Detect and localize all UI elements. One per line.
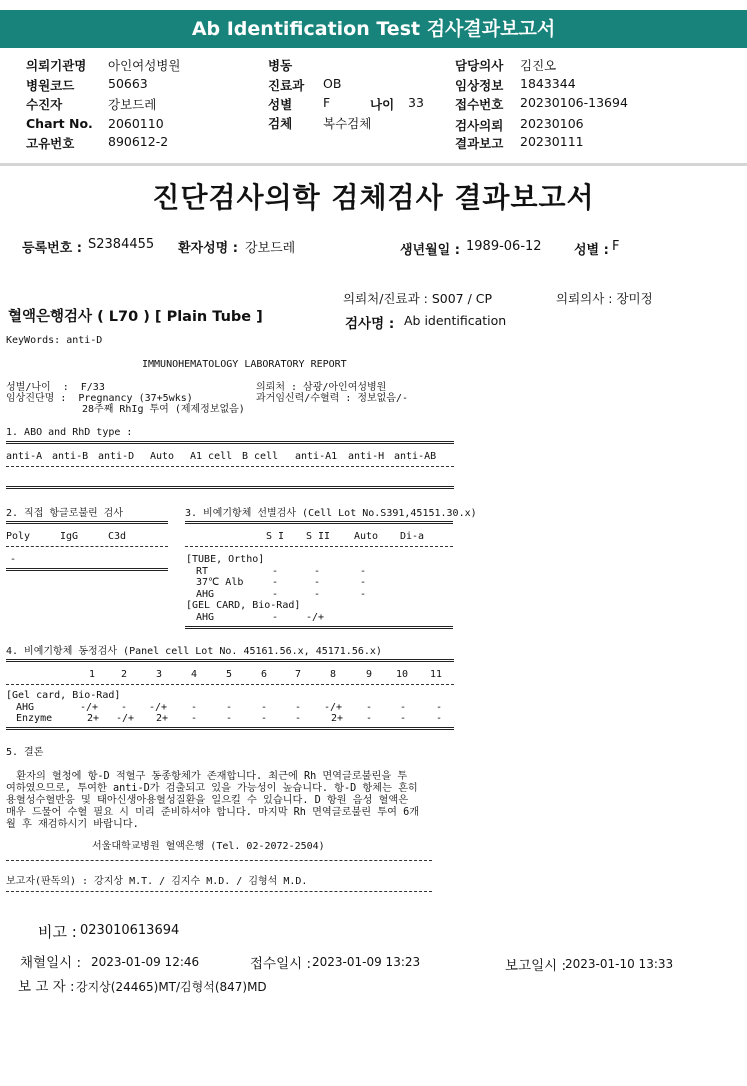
sex-age-line: 성별/나이 : F/33 <box>6 382 105 393</box>
sec4-row-label: AHG <box>16 702 35 713</box>
sec3-row-label: [GEL CARD, Bio-Rad] <box>186 600 301 611</box>
info-label: 검사의뢰 <box>455 118 504 133</box>
double-rule <box>6 521 168 524</box>
sec3-cell: - <box>272 612 279 623</box>
note-value: 023010613694 <box>80 923 180 938</box>
diagnosis-line-2: 28주째 RhIg 투여 (제제정보없음) <box>82 404 245 415</box>
sec1-header: anti-A <box>6 451 43 462</box>
sec4-cell: -/+ <box>80 702 99 713</box>
sec1-header: Auto <box>150 451 175 462</box>
sec4-cell: -/+ <box>149 702 168 713</box>
test-group: 혈액은행검사 ( L70 ) [ Plain Tube ] <box>8 309 263 325</box>
sec4-cell: - <box>436 702 443 713</box>
sec4-cell: - <box>400 713 407 724</box>
test-name-label: 검사명 : <box>345 316 395 332</box>
sec2-header: C3d <box>108 531 127 542</box>
sec3-cell: - <box>314 589 321 600</box>
sec3-header: S II <box>306 531 331 542</box>
report-label: 보고일시 : <box>505 958 567 974</box>
department: 의뢰처/진료과 : S007 / CP <box>343 291 493 306</box>
sec3-header: S I <box>266 531 285 542</box>
patient-name-label: 환자성명 : <box>178 241 238 256</box>
sec4-cell: - <box>366 713 373 724</box>
test-name: Ab identification <box>404 313 507 328</box>
dashed-rule <box>6 891 432 892</box>
sec4-header: 5 <box>226 669 233 680</box>
receive-time: 2023-01-09 13:23 <box>312 955 421 969</box>
sec1-header: B cell <box>242 451 279 462</box>
sec2-header: IgG <box>60 531 79 542</box>
sec4-header: 3 <box>156 669 163 680</box>
collect-time: 2023-01-09 12:46 <box>91 955 200 969</box>
double-rule <box>6 486 454 489</box>
sec1-header: anti-B <box>52 451 89 462</box>
sec4-cell: - <box>191 702 198 713</box>
sec4-header: 10 <box>396 669 409 680</box>
info-value: 890612-2 <box>108 134 169 149</box>
info-label: 나이 <box>370 97 395 112</box>
collect-label: 채혈일시 : <box>20 955 82 971</box>
sec3-row-label: AHG <box>196 612 215 623</box>
receive-label: 접수일시 : <box>250 956 312 972</box>
info-value: 김진오 <box>520 58 557 73</box>
sec4-header: 11 <box>430 669 443 680</box>
sec3-header: Auto <box>354 531 379 542</box>
section-4-title: 4. 비예기항체 동정검사 (Panel cell Lot No. 45161.56.x, 45171.56.x) <box>6 646 382 657</box>
sec3-row-label: RT <box>196 566 209 577</box>
report-time: 2023-01-10 13:33 <box>565 957 674 971</box>
lab-report-title: IMMUNOHEMATOLOGY LABORATORY REPORT <box>142 359 347 370</box>
info-label: 고유번호 <box>26 136 75 151</box>
sec1-header: anti-A1 <box>295 451 338 462</box>
section-3-title: 3. 비예기항체 선별검사 (Cell Lot No.S391,45151.30.x) <box>185 508 477 519</box>
dashed-rule <box>6 466 454 467</box>
sec3-row-label: 37℃ Alb <box>196 577 244 588</box>
sec3-row-label: AHG <box>196 589 215 600</box>
sec3-cell: - <box>360 566 367 577</box>
info-value: 1843344 <box>520 76 576 91</box>
sec3-cell: -/+ <box>306 612 325 623</box>
sec4-header: 9 <box>366 669 373 680</box>
sec3-cell: - <box>360 577 367 588</box>
info-label: 병동 <box>268 58 293 73</box>
sec4-cell: - <box>366 702 373 713</box>
sec4-cell: - <box>436 713 443 724</box>
info-label: Chart No. <box>26 116 93 131</box>
sec4-cell: - <box>400 702 407 713</box>
double-rule <box>185 521 453 524</box>
info-value: 아인여성병원 <box>108 58 181 73</box>
sec2-value: - <box>10 554 17 565</box>
history-line: 과거임신력/수혈력 : 정보없음/- <box>256 393 409 404</box>
info-label: 접수번호 <box>455 97 504 112</box>
patient-name: 강보드레 <box>245 241 296 256</box>
blood-bank-contact: 서울대학교병원 혈액은행 (Tel. 02-2072-2504) <box>92 841 325 852</box>
info-value: F <box>323 95 331 110</box>
sec4-header: 4 <box>191 669 198 680</box>
sec3-cell: - <box>360 589 367 600</box>
note-label: 비고 : <box>38 923 77 941</box>
info-value: 강보드레 <box>108 97 157 112</box>
sec4-cell: 2+ <box>87 713 100 724</box>
dashed-rule <box>6 546 168 547</box>
ordering-doctor: 의뢰의사 : 장미정 <box>556 291 653 306</box>
sec3-cell: - <box>272 577 279 588</box>
diagnosis-line: 임상진단명 : Pregnancy (37+5wks) <box>6 393 193 404</box>
sec4-header: 6 <box>261 669 268 680</box>
reporter-line: 보고자(판독의) : 강지상 M.T. / 김지수 M.D. / 김형석 M.D. <box>6 876 308 887</box>
conclusion-line: 용혈성수혈반응 및 태아신생아용혈성질환을 일으킬 수 있습니다. D 항원 음성 혈액은 <box>6 795 409 806</box>
conclusion-line: 매우 드물어 수혈 필요 시 미리 준비하셔야 합니다. 마지막 Rh 면역글로불린 투여 6개 <box>6 807 420 818</box>
sec4-header: 7 <box>295 669 302 680</box>
conclusion-line: 월 후 재검하시기 바랍니다. <box>6 819 139 830</box>
sec3-cell: - <box>272 589 279 600</box>
sec1-header: A1 cell <box>190 451 233 462</box>
referrer-line: 의뢰처 : 삼광/아인여성병원 <box>256 382 387 393</box>
info-label: 결과보고 <box>455 136 504 151</box>
registration-number: S2384455 <box>88 237 155 252</box>
info-label: 수진자 <box>26 97 63 112</box>
sec4-header: 8 <box>330 669 337 680</box>
section-2-title: 2. 직접 항글로불린 검사 <box>6 508 124 519</box>
double-rule <box>6 659 454 662</box>
sec1-header: anti-AB <box>394 451 437 462</box>
sec4-cell: - <box>191 713 198 724</box>
registration-label: 등록번호 : <box>22 241 82 256</box>
divider <box>0 163 747 166</box>
birthdate-label: 생년월일 : <box>400 243 460 258</box>
section-5-title: 5. 결론 <box>6 747 44 758</box>
info-label: 의뢰기관명 <box>26 58 87 73</box>
sec4-cell: - <box>295 702 302 713</box>
info-value: OB <box>323 76 342 91</box>
report-title: 진단검사의학 검체검사 결과보고서 <box>152 181 595 214</box>
info-value: 20230106 <box>520 116 584 131</box>
sec4-cell: - <box>261 702 268 713</box>
info-value: 2060110 <box>108 116 164 131</box>
double-rule <box>6 441 454 444</box>
double-rule <box>6 727 454 730</box>
sec3-cell: - <box>314 577 321 588</box>
double-rule <box>6 568 168 571</box>
sec3-cell: - <box>272 566 279 577</box>
double-rule <box>185 626 453 629</box>
info-value: 20230111 <box>520 134 584 149</box>
sec4-cell: - <box>121 702 128 713</box>
sec3-row-label: [TUBE, Ortho] <box>186 554 265 565</box>
sex-label: 성별 : <box>574 243 609 258</box>
report-header-title: Ab Identification Test 검사결과보고서 <box>0 10 747 48</box>
info-label: 검체 <box>268 116 293 131</box>
dashed-rule <box>6 684 454 685</box>
request-info-panel <box>0 50 747 163</box>
sec4-header: 2 <box>121 669 128 680</box>
sec4-cell: -/+ <box>324 702 343 713</box>
info-value: 20230106-13694 <box>520 95 628 110</box>
keywords: KeyWords: anti-D <box>6 335 103 346</box>
sec4-cell: - <box>226 713 233 724</box>
sex-value: F <box>612 239 620 254</box>
sec4-group-label: [Gel card, Bio-Rad] <box>6 690 121 701</box>
info-label: 병원코드 <box>26 78 75 93</box>
footer-reporter: 강지상(24465)MT/김형석(847)MD <box>76 980 267 994</box>
footer-reporter-label: 보 고 자 : <box>18 979 75 995</box>
sec4-header: 1 <box>89 669 96 680</box>
info-value: 복수검체 <box>323 116 372 131</box>
info-label: 진료과 <box>268 78 305 93</box>
conclusion-line: 환자의 혈청에 항-D 적혈구 동종항체가 존재합니다. 최근에 Rh 면역글로불린을 투 <box>4 771 408 782</box>
sec4-row-label: Enzyme <box>16 713 53 724</box>
info-label: 성별 <box>268 97 293 112</box>
info-value: 33 <box>408 95 424 110</box>
sec4-cell: - <box>261 713 268 724</box>
sec2-header: Poly <box>6 531 31 542</box>
sec4-cell: 2+ <box>331 713 344 724</box>
sec4-cell: - <box>226 702 233 713</box>
sec4-cell: - <box>295 713 302 724</box>
section-1-title: 1. ABO and RhD type : <box>6 427 133 438</box>
sec3-cell: - <box>314 566 321 577</box>
sec4-cell: -/+ <box>116 713 135 724</box>
info-value: 50663 <box>108 76 148 91</box>
sec4-cell: 2+ <box>156 713 169 724</box>
info-label: 임상정보 <box>455 78 504 93</box>
info-label: 담당의사 <box>455 58 504 73</box>
dashed-rule <box>185 546 453 547</box>
sec1-header: anti-H <box>348 451 385 462</box>
birthdate: 1989-06-12 <box>466 239 542 254</box>
conclusion-line: 여하였으므로, 투여한 anti-D가 검출되고 있을 가능성이 높습니다. 항-D 항체는 흔히 <box>6 783 418 794</box>
dashed-rule <box>6 860 432 861</box>
sec1-header: anti-D <box>98 451 135 462</box>
sec3-header: Di-a <box>400 531 425 542</box>
